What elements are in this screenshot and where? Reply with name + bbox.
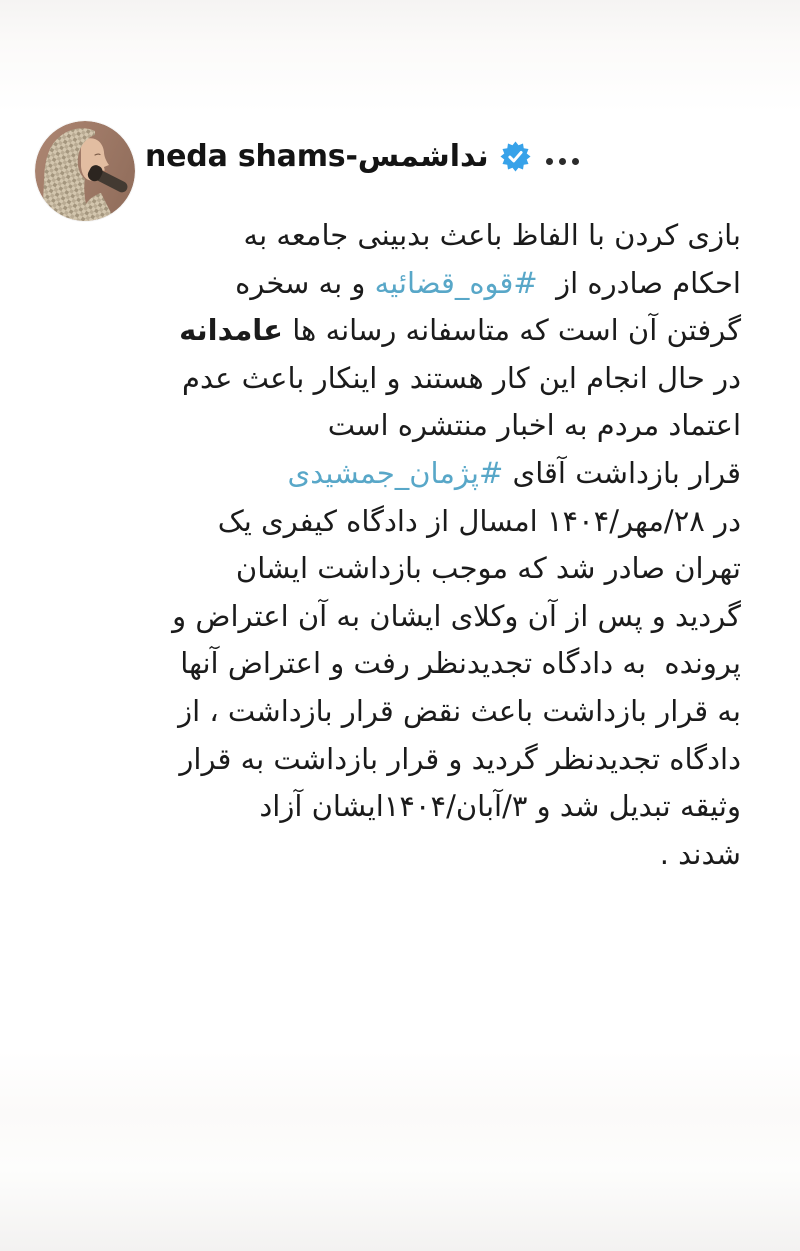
- hashtag-link[interactable]: #قوه_قضائیه: [374, 265, 538, 300]
- avatar-illustration: [35, 121, 135, 221]
- caption-line: [40, 593, 741, 641]
- caption-bold-segment: عامدانه: [179, 313, 283, 348]
- caption-line: [40, 260, 741, 308]
- caption-line: [40, 450, 741, 498]
- caption-line: [40, 736, 741, 784]
- avatar[interactable]: [35, 121, 135, 221]
- username[interactable]: neda shams-نداشمس: [145, 138, 489, 174]
- caption-text-segment: شدند .: [659, 836, 741, 871]
- caption-text-segment: قرار بازداشت آقای: [503, 455, 741, 490]
- post-header: [145, 136, 579, 176]
- dot: [572, 158, 579, 165]
- caption-line: [40, 498, 741, 546]
- caption-line: [40, 831, 741, 879]
- more-options-icon[interactable]: [546, 158, 579, 165]
- caption-text-segment: دادگاه تجدیدنظر گردید و قرار بازداشت به قرار: [179, 741, 741, 776]
- dot: [559, 158, 566, 165]
- caption-line: [40, 355, 741, 403]
- caption-text-segment: تهران صادر شد که موجب بازداشت ایشان: [235, 551, 741, 586]
- caption-text-segment: اعتماد مردم به اخبار منتشره است: [327, 408, 741, 443]
- caption-text-segment: پرونده به دادگاه تجدیدنظر رفت و اعتراض آنها: [180, 646, 741, 681]
- caption-text-segment: احکام صادره از: [537, 265, 741, 300]
- caption-text-segment: در حال انجام این کار هستند و اینکار باعث عدم: [181, 360, 741, 395]
- hashtag-link[interactable]: #پژمان_جمشیدی: [287, 455, 504, 490]
- caption-line: [40, 783, 741, 831]
- caption-line: [40, 212, 741, 260]
- caption-line: [40, 307, 741, 355]
- caption-text-segment: وثیقه تبدیل شد و ۳/آبان/۱۴۰۴ایشان آزاد: [259, 789, 741, 824]
- caption: [40, 212, 741, 878]
- caption-line: [40, 545, 741, 593]
- caption-text-segment: گرفتن آن است که متاسفانه رسانه ها: [283, 313, 741, 348]
- caption-text-segment: و به سخره: [235, 265, 375, 300]
- caption-text-segment: در ۲۸/مهر/۱۴۰۴ امسال از دادگاه کیفری یک: [217, 503, 741, 538]
- caption-text-segment: گردید و پس از آن وکلای ایشان به آن اعتراض و: [172, 598, 741, 633]
- caption-line: [40, 402, 741, 450]
- verified-badge-icon: [500, 141, 531, 172]
- caption-text-segment: بازی کردن با الفاظ باعث بدبینی جامعه به: [243, 218, 741, 252]
- caption-line: [40, 640, 741, 688]
- dot: [546, 158, 553, 165]
- caption-line: [40, 688, 741, 736]
- caption-text-segment: به قرار بازداشت باعث نقض قرار بازداشت ، از: [178, 693, 741, 728]
